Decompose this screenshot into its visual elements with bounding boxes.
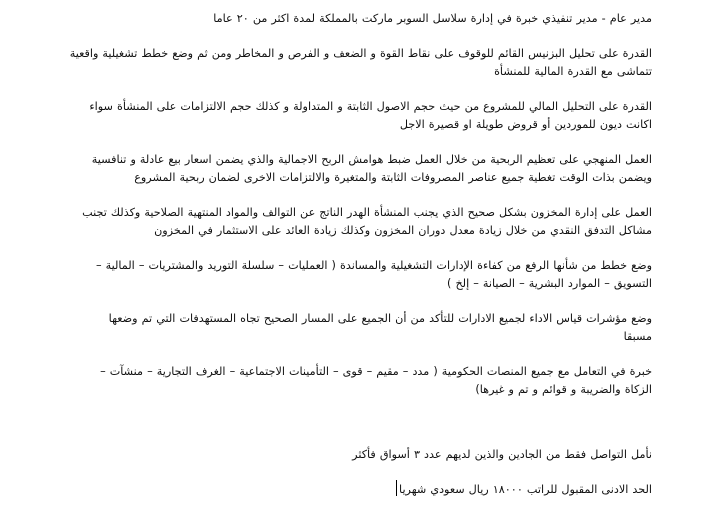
paragraph-financial-analysis	[60, 98, 652, 135]
blank-space	[60, 416, 652, 446]
paragraph-contact-note	[60, 446, 652, 465]
text-line: العمل على إدارة المخزون بشكل صحيح الذي يجنب المنشأة الهدر الناتج عن التوالف والمواد المنتهية الصلاحية وكذلك تجنب	[82, 205, 652, 219]
paragraph-business-analysis	[60, 45, 652, 82]
paragraph-inventory	[60, 204, 652, 241]
text-line: الزكاة والضريبة و قوائم و تم و غيرها)	[475, 383, 652, 396]
paragraph-job-title	[60, 10, 652, 29]
text-line: ويضمن بذات الوقت تغطية جميع عناصر المصروفات الثابتة والمتغيرة والالتزامات الاخرى لضمان ربحية المشروع	[134, 171, 652, 184]
text-line: نأمل التواصل فقط من الجادين والذين لديهم عدد ٣ أسواق فأكثر	[352, 447, 652, 461]
text-line: وضع مؤشرات قياس الاداء لجميع الادارات للتأكد من أن الجميع على المسار الصحيح تجاه المستهدفات التي تم وضعها	[108, 311, 652, 325]
text-line: وضع خطط من شأنها الرفع من كفاءة الإدارات التشغيلية والمساندة ( العمليات – سلسلة التوريد والمشتريات – المالية –	[95, 258, 652, 272]
text-line: اكانت ديون للموردين أو قروض طويلة او قصيرة الاجل	[399, 118, 652, 131]
text-line: التسويق – الموارد البشرية – الصيانة – إلخ )	[447, 277, 652, 290]
text-line-with-caret[interactable]	[60, 480, 652, 500]
text-line: العمل المنهجي على تعظيم الربحية من خلال العمل ضبط هوامش الربح الاجمالية والذي يضمن اسعار بيع عادلة و تنافسية	[91, 152, 652, 166]
text-line: القدرة على التحليل المالي للمشروع من حيث حجم الاصول الثابتة و المتداولة و كذلك حجم الالتزامات على المنشأة سواء	[89, 99, 652, 113]
text-line: مسبقا	[623, 330, 652, 343]
paragraph-profitability	[60, 151, 652, 188]
text-line: القدرة على تحليل البزنيس القائم للوقوف على نقاط القوة و الضعف و الفرص و المخاطر ومن ثم وضع خطط تشغيلية واقعية	[69, 46, 652, 60]
text-line: مشاكل التدفق النقدي من خلال زيادة معدل دوران المخزون وكذلك زيادة العائد على الاستثمار في المخزون	[154, 224, 652, 237]
salary-text: الحد الادنى المقبول للراتب ١٨٠٠٠ ريال سعودي شهريا	[399, 483, 652, 496]
text-cursor	[396, 480, 397, 496]
text-line: خبرة في التعامل مع جميع المنصات الحكومية ( مدد – مقيم – قوى – التأمينات الاجتماعية – الغرف التجارية – منشآت –	[100, 364, 652, 378]
paragraph-departments	[60, 257, 652, 294]
text-line: مدير عام - مدير تنفيذي خبرة في إدارة سلاسل السوبر ماركت بالمملكة لمدة اكثر من ٢٠ عاما	[213, 12, 652, 25]
paragraph-government-platforms	[60, 363, 652, 400]
paragraph-salary-note	[60, 480, 652, 500]
paragraph-kpis	[60, 310, 652, 347]
text-line: تتماشى مع القدرة المالية للمنشأة	[494, 65, 652, 78]
